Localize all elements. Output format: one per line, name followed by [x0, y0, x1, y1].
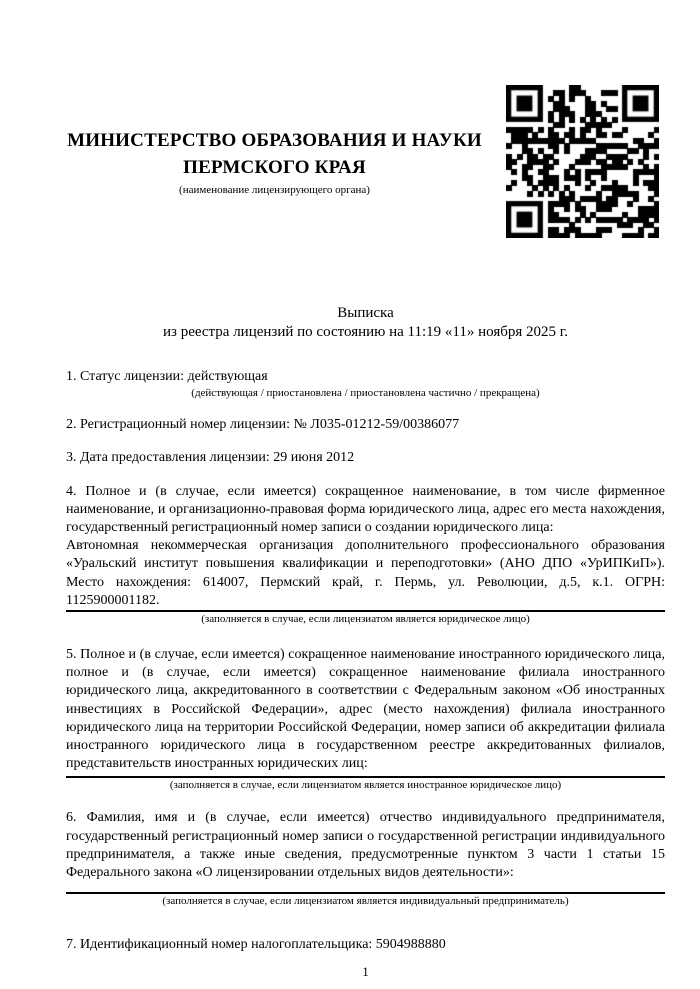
- ministry-name-line1: МИНИСТЕРСТВО ОБРАЗОВАНИЯ И НАУКИ: [67, 130, 482, 151]
- document-title-line1: Выписка: [337, 305, 394, 321]
- field-license-status-caption: (действующая / приостановлена / приостановлена частично / прекращена): [191, 387, 540, 400]
- field-registration-number: 2. Регистрационный номер лицензии: № Л035-01212-59/00386077: [66, 417, 460, 433]
- field-legal-entity-caption: (заполняется в случае, если лицензиатом является юридическое лицо): [201, 613, 530, 626]
- field-entrepreneur: [66, 809, 665, 882]
- field-legal-entity-value: Автономная некоммерческая организация дополнительного профессионального образования «Уральский институт повышения квалификации и переподготовки» (АНО ДПО «УрИПКиП»). Место нахождения: 614007, Пермский край, г. Пермь, ул. Революции, д.5, к.1. ОГРН: 1125900001182.: [66, 538, 665, 608]
- field-entrepreneur-caption: (заполняется в случае, если лицензиатом является индивидуальный предприниматель): [162, 895, 569, 908]
- ministry-caption: (наименование лицензирующего органа): [179, 184, 370, 196]
- field-taxpayer-number: 7. Идентификационный номер налогоплательщика: 5904988880: [66, 937, 446, 953]
- field-foreign-entity-label: 5. Полное и (в случае, если имеется) сокращенное наименование иностранного юридического лица, полное и (в случае, если имеется) сокращенное наименование филиала иностранного юридического лица, аккредитованного в соответствии с Федеральным законом «Об иностранных инвестициях в Российской Федерации», адрес (место нахождения) филиала иностранного юридического лица на территории Российской Федерации, номер записи об аккредитации филиала иностранного юридического лица в государственном реестре аккредитованных филиалов, представительств иностранных юридических лиц:: [66, 647, 665, 772]
- field-foreign-entity-caption: (заполняется в случае, если лицензиатом является иностранное юридическое лицо): [169, 779, 562, 792]
- field-entrepreneur-label: 6. Фамилия, имя и (в случае, если имеется) отчество индивидуального предпринимателя, государственный регистрационный номер записи о государственной регистрации индивидуального предпринимателя, а также иные сведения, предусмотренные пунктом 3 части 1 статьи 15 Федерального закона «О лицензировании отдельных видов деятельности»:: [66, 810, 665, 881]
- field-license-status: 1. Статус лицензии: действующая: [66, 369, 268, 384]
- document-body: [66, 0, 665, 980]
- page-number: 1: [362, 964, 369, 980]
- field-grant-date: 3. Дата предоставления лицензии: 29 июня 2012: [66, 450, 355, 466]
- field-legal-entity-label: 4. Полное и (в случае, если имеется) сокращенное наименование, в том числе фирменное наименование, и организационно-правовая форма юридического лица, адрес его места нахождения, государственный регистрационный номер записи о создании юридического лица:: [66, 483, 665, 536]
- document-title: [66, 304, 665, 342]
- document-title-line2: из реестра лицензий по состоянию на 11:19 «11» ноября 2025 г.: [163, 324, 568, 340]
- field-foreign-entity: [66, 646, 665, 773]
- ministry-name-line2: ПЕРМСКОГО КРАЯ: [183, 157, 366, 178]
- field-legal-entity: [66, 483, 665, 610]
